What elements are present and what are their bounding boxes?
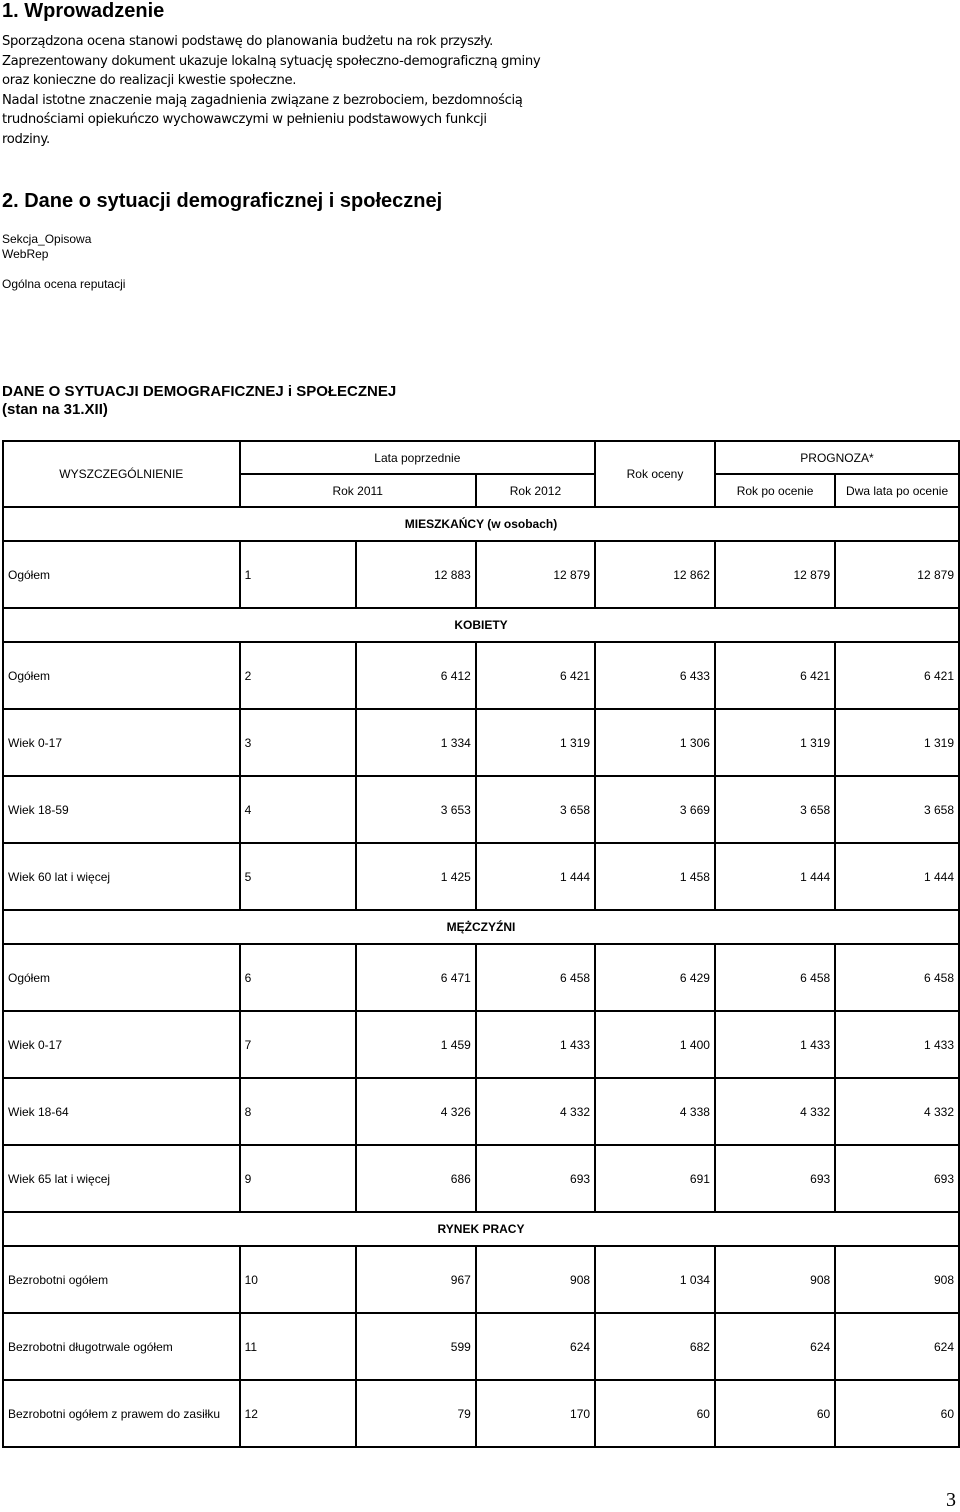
- intro-line: trudnościami opiekuńczo wychowawczymi w pełnieniu podstawowych funkcji: [2, 112, 487, 127]
- row-index: 1: [240, 541, 356, 608]
- section-row: [3, 1212, 959, 1246]
- row-label: Bezrobotni ogółem z prawem do zasiłku: [3, 1380, 240, 1447]
- row-label: Ogółem: [3, 944, 240, 1011]
- table-row: [3, 1078, 959, 1145]
- cell-rok-oceny: 1 034: [595, 1246, 715, 1313]
- section-row: [3, 910, 959, 944]
- cell-rok-2011: 79: [356, 1380, 476, 1447]
- cell-dwa-lata: 12 879: [835, 541, 959, 608]
- cell-rok-po-ocenie: 908: [715, 1246, 835, 1313]
- cell-rok-oceny: 4 338: [595, 1078, 715, 1145]
- cell-rok-2011: 3 653: [356, 776, 476, 843]
- cell-rok-po-ocenie: 6 458: [715, 944, 835, 1011]
- cell-rok-oceny: 1 458: [595, 843, 715, 910]
- cell-rok-2011: 599: [356, 1313, 476, 1380]
- section-row: [3, 608, 959, 642]
- row-index: 5: [240, 843, 356, 910]
- header-row-1: [3, 441, 959, 474]
- row-label: Wiek 65 lat i więcej: [3, 1145, 240, 1212]
- cell-rok-po-ocenie: 60: [715, 1380, 835, 1447]
- header-rok-po-ocenie: Rok po ocenie: [715, 474, 835, 507]
- cell-dwa-lata: 1 433: [835, 1011, 959, 1078]
- row-index: 7: [240, 1011, 356, 1078]
- row-index: 9: [240, 1145, 356, 1212]
- table-row: [3, 776, 959, 843]
- table-title-line1: DANE O SYTUACJI DEMOGRAFICZNEJ i SPOŁECZNEJ: [2, 383, 397, 400]
- cell-dwa-lata: 60: [835, 1380, 959, 1447]
- intro-line: rodziny.: [2, 131, 50, 147]
- section-row: [3, 507, 959, 541]
- table-row: [3, 1246, 959, 1313]
- header-rok-oceny: Rok oceny: [595, 441, 715, 507]
- header-dwa-lata: Dwa lata po ocenie: [835, 474, 959, 507]
- cell-rok-oceny: 6 433: [595, 642, 715, 709]
- cell-rok-2012: 170: [476, 1380, 595, 1447]
- row-index: 4: [240, 776, 356, 843]
- table-row: [3, 1313, 959, 1380]
- cell-rok-oceny: 1 306: [595, 709, 715, 776]
- row-label: Ogółem: [3, 642, 240, 709]
- cell-rok-2012: 908: [476, 1246, 595, 1313]
- data-table: [2, 440, 960, 1448]
- row-index: 6: [240, 944, 356, 1011]
- cell-rok-oceny: 682: [595, 1313, 715, 1380]
- table-row: [3, 642, 959, 709]
- cell-dwa-lata: 1 444: [835, 843, 959, 910]
- header-lata-poprzednie: Lata poprzednie: [240, 441, 595, 474]
- reputation-label: Ogólna ocena reputacji: [2, 277, 126, 291]
- row-index: 8: [240, 1078, 356, 1145]
- cell-dwa-lata: 6 458: [835, 944, 959, 1011]
- webrep-label: WebRep: [2, 247, 49, 261]
- section-mezczyzni: MĘŻCZYŹNI: [3, 910, 959, 944]
- table-row: [3, 1380, 959, 1447]
- cell-rok-2012: 1 319: [476, 709, 595, 776]
- row-index: 3: [240, 709, 356, 776]
- cell-rok-2011: 4 326: [356, 1078, 476, 1145]
- section-2-title: 2. Dane o sytuacji demograficznej i społecznej: [2, 190, 443, 212]
- cell-rok-po-ocenie: 1 433: [715, 1011, 835, 1078]
- row-label: Ogółem: [3, 541, 240, 608]
- cell-dwa-lata: 3 658: [835, 776, 959, 843]
- cell-rok-2012: 624: [476, 1313, 595, 1380]
- cell-rok-2012: 3 658: [476, 776, 595, 843]
- cell-rok-2011: 967: [356, 1246, 476, 1313]
- cell-rok-oceny: 691: [595, 1145, 715, 1212]
- header-rok-2011: Rok 2011: [240, 474, 476, 507]
- cell-rok-2012: 6 421: [476, 642, 595, 709]
- row-label: Wiek 0-17: [3, 709, 240, 776]
- intro-line: Sporządzona ocena stanowi podstawę do planowania budżetu na rok przyszły.: [2, 34, 493, 49]
- row-label: Bezrobotni ogółem: [3, 1246, 240, 1313]
- cell-rok-2012: 6 458: [476, 944, 595, 1011]
- row-index: 11: [240, 1313, 356, 1380]
- cell-rok-2011: 1 334: [356, 709, 476, 776]
- cell-rok-2012: 1 444: [476, 843, 595, 910]
- cell-rok-po-ocenie: 6 421: [715, 642, 835, 709]
- cell-rok-2011: 1 459: [356, 1011, 476, 1078]
- cell-dwa-lata: 6 421: [835, 642, 959, 709]
- cell-rok-oceny: 12 862: [595, 541, 715, 608]
- cell-rok-oceny: 1 400: [595, 1011, 715, 1078]
- header-rok-2012: Rok 2012: [476, 474, 595, 507]
- sekcja-opisowa-label: Sekcja_Opisowa: [2, 232, 92, 246]
- table-title-line2: (stan na 31.XII): [2, 401, 108, 418]
- row-index: 12: [240, 1380, 356, 1447]
- intro-line: Zaprezentowany dokument ukazuje lokalną sytuację społeczno-demograficzną gminy: [2, 53, 541, 69]
- table-row: [3, 944, 959, 1011]
- cell-dwa-lata: 693: [835, 1145, 959, 1212]
- cell-rok-2011: 6 412: [356, 642, 476, 709]
- cell-rok-2012: 693: [476, 1145, 595, 1212]
- cell-rok-2011: 686: [356, 1145, 476, 1212]
- table-title: [2, 383, 396, 419]
- header-prognoza: PROGNOZA*: [715, 441, 959, 474]
- table-row: [3, 1145, 959, 1212]
- cell-rok-oceny: 60: [595, 1380, 715, 1447]
- intro-line: oraz konieczne do realizacji kwestie społeczne.: [2, 73, 297, 88]
- cell-rok-2011: 12 883: [356, 541, 476, 608]
- cell-rok-2011: 6 471: [356, 944, 476, 1011]
- page-number: 3: [946, 1489, 956, 1511]
- section-1-title: 1. Wprowadzenie: [2, 0, 165, 22]
- table-row: [3, 843, 959, 910]
- cell-rok-po-ocenie: 693: [715, 1145, 835, 1212]
- cell-rok-oceny: 6 429: [595, 944, 715, 1011]
- cell-rok-2011: 1 425: [356, 843, 476, 910]
- section-mieszkancy: MIESZKAŃCY (w osobach): [3, 507, 959, 541]
- table-row: [3, 541, 959, 608]
- cell-rok-po-ocenie: 624: [715, 1313, 835, 1380]
- intro-paragraph: [2, 32, 562, 149]
- cell-rok-po-ocenie: 1 319: [715, 709, 835, 776]
- section-kobiety: KOBIETY: [3, 608, 959, 642]
- cell-rok-2012: 12 879: [476, 541, 595, 608]
- cell-rok-2012: 4 332: [476, 1078, 595, 1145]
- cell-rok-oceny: 3 669: [595, 776, 715, 843]
- row-label: Wiek 18-64: [3, 1078, 240, 1145]
- cell-rok-po-ocenie: 4 332: [715, 1078, 835, 1145]
- table-row: [3, 1011, 959, 1078]
- intro-line: Nadal istotne znaczenie mają zagadnienia związane z bezrobociem, bezdomnością: [2, 92, 523, 108]
- cell-dwa-lata: 1 319: [835, 709, 959, 776]
- row-index: 10: [240, 1246, 356, 1313]
- table-row: [3, 709, 959, 776]
- header-wyszczegolnienie: WYSZCZEGÓLNIENIE: [3, 441, 240, 507]
- row-label: Wiek 0-17: [3, 1011, 240, 1078]
- row-label: Wiek 18-59: [3, 776, 240, 843]
- cell-rok-po-ocenie: 3 658: [715, 776, 835, 843]
- cell-rok-2012: 1 433: [476, 1011, 595, 1078]
- cell-dwa-lata: 624: [835, 1313, 959, 1380]
- section-rynek-pracy: RYNEK PRACY: [3, 1212, 959, 1246]
- row-label: Bezrobotni długotrwale ogółem: [3, 1313, 240, 1380]
- cell-dwa-lata: 4 332: [835, 1078, 959, 1145]
- cell-dwa-lata: 908: [835, 1246, 959, 1313]
- cell-rok-po-ocenie: 1 444: [715, 843, 835, 910]
- row-label: Wiek 60 lat i więcej: [3, 843, 240, 910]
- row-index: 2: [240, 642, 356, 709]
- cell-rok-po-ocenie: 12 879: [715, 541, 835, 608]
